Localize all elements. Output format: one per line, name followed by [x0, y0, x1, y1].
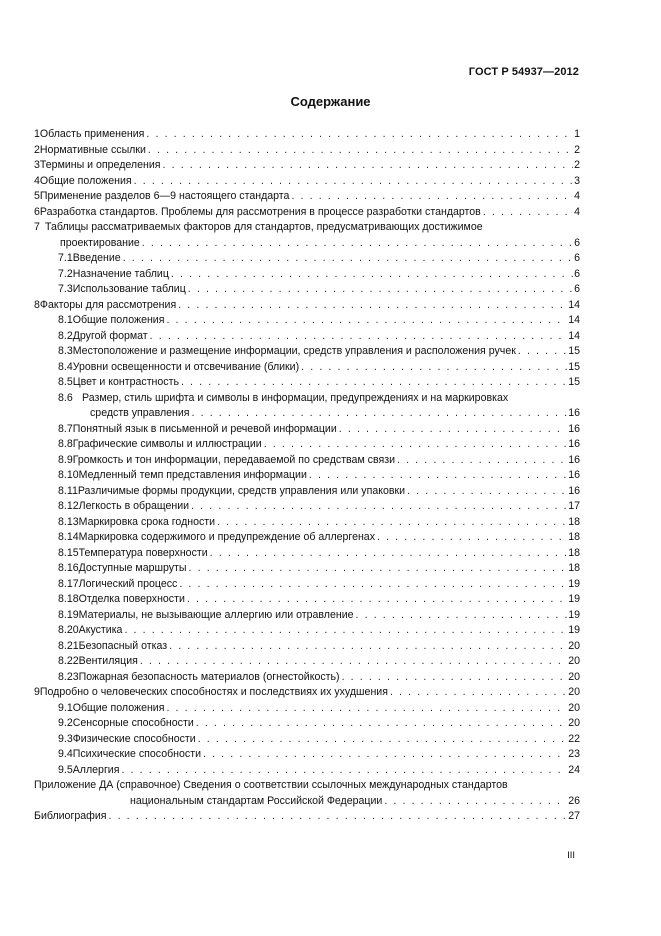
dot-leader — [140, 654, 567, 670]
dot-leader — [191, 499, 567, 515]
dot-leader — [166, 313, 567, 329]
toc-entry-number: 8.8 — [58, 438, 73, 450]
toc-entry-title: Разработка стандартов. Проблемы для рассмотрения в процессе разработки стандартов — [39, 205, 481, 218]
toc-entry-number: 8.1 — [58, 314, 73, 326]
dot-leader — [203, 747, 567, 763]
toc-entry-number: 8.12 — [58, 500, 79, 512]
toc-entry[interactable] — [0, 732, 661, 748]
toc-entry-title: Область применения — [39, 128, 145, 140]
toc-entry-number: 9.2 — [58, 717, 73, 729]
toc-entry-page: 27 — [568, 810, 580, 822]
toc-entry-number: 5 — [34, 190, 40, 202]
toc-entry[interactable] — [0, 515, 661, 531]
toc-entry-page: 23 — [568, 748, 580, 760]
toc-entry-title: Аллергия — [72, 763, 120, 776]
toc-entry-number: 8.19 — [58, 608, 79, 621]
dot-leader — [181, 375, 567, 391]
toc-entry[interactable] — [0, 158, 661, 174]
toc-entry-number: 9.4 — [58, 748, 73, 760]
toc-entry-title: Графические символы и иллюстрации — [72, 438, 262, 450]
toc-entry-continuation[interactable] — [0, 406, 661, 422]
toc-entry[interactable] — [0, 174, 661, 190]
toc-entry-number: 4 — [34, 174, 40, 187]
toc-entry-title: Температура поверхности — [78, 546, 208, 559]
dot-leader — [163, 158, 574, 174]
toc-entry-page: 16 — [568, 453, 580, 466]
dot-leader — [196, 716, 567, 732]
dot-leader — [210, 546, 568, 562]
toc-entry-title: Маркировка срока годности — [78, 515, 216, 528]
toc-entry-page: 22 — [568, 732, 580, 745]
dot-leader — [356, 608, 568, 624]
dot-leader — [169, 639, 567, 655]
dot-leader — [189, 561, 568, 577]
dot-leader — [483, 205, 573, 221]
toc-entry-title: Уровни освещенности и отсвечивание (блики) — [72, 360, 300, 373]
toc-entry-title: Вентиляция — [78, 655, 138, 667]
toc-entry-page: 19 — [568, 577, 580, 590]
toc-entry-page: 16 — [568, 469, 580, 481]
toc-entry-page: 19 — [568, 624, 580, 636]
toc-entry-page: 15 — [568, 360, 580, 373]
dot-leader — [217, 515, 567, 531]
dot-leader — [187, 592, 567, 608]
toc-entry-page: 3 — [574, 174, 580, 187]
dot-leader — [108, 809, 567, 825]
toc-entry-title: Общие положения — [72, 701, 165, 714]
toc-entry-title: Местоположение и размещение информации, средств управления и расположения ручек — [72, 345, 516, 357]
toc-entry-title: Легкость в обращении — [78, 500, 190, 512]
toc-entry-number: 8.17 — [58, 577, 79, 590]
toc-entry-number: 8.9 — [58, 453, 73, 466]
toc-entry[interactable] — [0, 701, 661, 717]
toc-entry-title: проектирование — [60, 236, 140, 249]
toc-entry-number: 8.7 — [58, 422, 73, 435]
toc-entry[interactable] — [0, 298, 661, 314]
dot-leader — [134, 174, 573, 190]
dot-leader — [384, 794, 567, 810]
toc-entry[interactable] — [0, 747, 661, 763]
dot-leader — [142, 236, 573, 252]
toc-entry-number: 3 — [34, 159, 40, 171]
toc-entry-number: 9.1 — [58, 701, 73, 714]
toc-entry-page: 6 — [574, 283, 580, 295]
toc-appendix-continuation[interactable] — [0, 794, 661, 810]
toc-entry-number: 6 — [34, 205, 40, 218]
toc-entry-number: 1 — [34, 128, 40, 140]
toc-entry-page: 26 — [568, 794, 580, 807]
toc-entry-title: Общие положения — [39, 174, 132, 187]
toc-entry-title: Другой формат — [72, 329, 148, 342]
toc-entry[interactable] — [0, 329, 661, 345]
toc-entry-title: Физические способности — [72, 732, 196, 745]
toc-bibliography[interactable] — [0, 809, 661, 825]
toc-entry-title: Медленный темп представления информации — [78, 469, 307, 481]
toc-entry-number: 8.22 — [58, 655, 79, 667]
toc-entry-page: 6 — [574, 236, 580, 249]
toc-entry-title: Назначение таблиц — [72, 267, 169, 280]
toc-entry-page: 15 — [568, 376, 580, 388]
toc-entry[interactable] — [0, 530, 661, 546]
toc-entry-page: 6 — [574, 252, 580, 264]
toc-entry-number: 8.14 — [58, 531, 79, 543]
toc-entry-page: 1 — [574, 128, 580, 140]
toc-entry-title: Таблицы рассматриваемых факторов для стандартов, предусматривающих достижимое — [45, 221, 483, 233]
dot-leader — [407, 484, 567, 500]
toc-entry-page: 20 — [568, 717, 580, 729]
toc-entry-page: 20 — [568, 686, 580, 698]
toc-entry-number: 7.1 — [58, 252, 73, 264]
dot-leader — [390, 685, 567, 701]
toc-entry-page: 17 — [568, 500, 580, 512]
toc-entry-page: 20 — [568, 670, 580, 683]
toc-entry-title: Размер, стиль шрифта и символы в информации, предупреждениях и на маркировках — [82, 391, 509, 404]
toc-entry-page: 20 — [568, 701, 580, 714]
toc-entry-title: Цвет и контрастность — [72, 376, 179, 388]
toc-entry-number: 8.16 — [58, 562, 79, 574]
toc-entry-title: Маркировка содержимого и предупреждение об аллергенах — [78, 531, 375, 543]
toc-entry[interactable] — [0, 267, 661, 283]
toc-entry-page: 16 — [568, 407, 580, 419]
toc-entry-title: Материалы, не вызывающие аллергию или отравление — [78, 608, 354, 621]
toc-entry[interactable] — [0, 716, 661, 732]
toc-entry-title: Библиография — [34, 810, 107, 822]
toc-entry[interactable] — [0, 484, 661, 500]
dot-leader — [192, 406, 568, 422]
toc-entry[interactable] — [0, 205, 661, 221]
toc-entry-title: Приложение ДА (справочное) Сведения о соответствии ссылочных международных стандартов — [34, 779, 508, 791]
toc-entry-title: Доступные маршруты — [78, 562, 187, 574]
dot-leader — [178, 298, 567, 314]
toc-entry-title: Различимые формы продукции, средств управления или упаковки — [77, 484, 406, 497]
toc-entry[interactable] — [0, 360, 661, 376]
toc-entry-title: Сенсорные способности — [72, 717, 194, 729]
toc-entry-number: 8.6 — [58, 391, 73, 404]
toc-entry-title: Психические способности — [72, 748, 201, 760]
toc-entry-title: Отделка поверхности — [78, 593, 185, 605]
toc-entry-page: 18 — [568, 546, 580, 559]
dot-leader — [339, 422, 567, 438]
dot-leader — [124, 623, 567, 639]
toc-entry-title: Нормативные ссылки — [39, 143, 146, 156]
toc-entry-page: 15 — [568, 345, 580, 357]
dot-leader — [146, 127, 573, 143]
toc-entry-title: Подробно о человеческих способностях и последствиях их ухудшения — [39, 686, 388, 698]
toc-entry-title: средств управления — [90, 407, 190, 419]
page-number: III — [567, 850, 575, 861]
toc-entry-number: 8 — [34, 298, 40, 311]
toc-entry-number: 7.3 — [58, 283, 73, 295]
toc-entry[interactable] — [0, 143, 661, 159]
toc-entry[interactable] — [0, 344, 661, 360]
toc-entry-continuation[interactable] — [0, 236, 661, 252]
toc-entry-number: 7 — [34, 221, 40, 233]
toc-entry[interactable] — [0, 127, 661, 143]
dot-leader — [309, 468, 567, 484]
toc-entry-title: Применение разделов 6—9 настоящего стандарта — [39, 190, 290, 202]
toc-entry-title: Использование таблиц — [72, 283, 186, 295]
toc-entry-title: Введение — [72, 252, 121, 264]
toc-entry[interactable] — [0, 639, 661, 655]
dot-leader — [166, 701, 567, 717]
dot-leader — [123, 251, 573, 267]
toc-entry-page: 18 — [568, 515, 580, 528]
toc-entry[interactable] — [0, 468, 661, 484]
toc-entry[interactable] — [0, 592, 661, 608]
toc-entry-number: 8.11 — [58, 484, 78, 497]
toc-entry-number: 9 — [34, 686, 40, 698]
toc-entry[interactable] — [0, 654, 661, 670]
toc-entry-title: Громкость и тон информации, передаваемой по средствам связи — [72, 453, 395, 466]
toc-entry-page: 4 — [574, 190, 580, 202]
toc-entry-page: 16 — [568, 422, 580, 435]
toc-entry[interactable] — [0, 282, 661, 298]
toc-entry-number: 9.5 — [58, 763, 73, 776]
toc-entry-page: 19 — [568, 593, 580, 605]
toc-entry-page: 20 — [568, 639, 580, 652]
toc-entry[interactable] — [0, 391, 661, 407]
toc-entry[interactable] — [0, 251, 661, 267]
toc-entry-number: 8.3 — [58, 345, 73, 357]
toc-entry-number: 9.3 — [58, 732, 73, 745]
toc-entry-page: 16 — [568, 484, 580, 497]
toc-title: Содержание — [290, 94, 371, 109]
toc-entry-page: 24 — [568, 763, 580, 776]
toc-entry-number: 8.18 — [58, 593, 79, 605]
toc-entry[interactable] — [0, 546, 661, 562]
dot-leader — [291, 189, 573, 205]
toc-appendix[interactable] — [0, 778, 661, 794]
dot-leader — [188, 282, 573, 298]
toc-entry[interactable] — [0, 623, 661, 639]
toc-entry-number: 8.10 — [58, 469, 79, 481]
document-code: ГОСТ Р 54937—2012 — [468, 66, 579, 78]
toc-entry-page: 4 — [574, 205, 580, 218]
toc-entry[interactable] — [0, 763, 661, 779]
toc-entry-number: 7.2 — [58, 267, 73, 280]
toc-entry-number: 8.23 — [58, 670, 79, 683]
toc-entry-page: 14 — [568, 329, 580, 342]
toc-entry-title: Факторы для рассмотрения — [39, 298, 177, 311]
toc-entry-title: национальным стандартам Российской Федерации — [130, 794, 383, 807]
toc-entry[interactable] — [0, 670, 661, 686]
dot-leader — [397, 453, 567, 469]
toc-entry-title: Понятный язык в письменной и речевой информации — [72, 422, 337, 435]
toc-entry-page: 18 — [568, 531, 580, 543]
toc-entry[interactable] — [0, 499, 661, 515]
toc-entry[interactable] — [0, 189, 661, 205]
toc-entry-page: 18 — [568, 562, 580, 574]
toc-entry[interactable] — [0, 313, 661, 329]
toc-entry-number: 8.21 — [58, 639, 79, 652]
dot-leader — [198, 732, 568, 748]
dot-leader — [342, 670, 568, 686]
toc-entry[interactable] — [0, 422, 661, 438]
toc-entry-page: 16 — [568, 438, 580, 450]
toc-entry-number: 8.13 — [58, 515, 79, 528]
toc-entry[interactable] — [0, 685, 661, 701]
dot-leader — [150, 329, 568, 345]
toc-entry-title: Акустика — [78, 624, 123, 636]
toc-entry-title: Безопасный отказ — [78, 639, 168, 652]
toc-entry-page: 14 — [568, 298, 580, 311]
toc-entry-page: 2 — [574, 143, 580, 156]
toc-entry-number: 8.4 — [58, 360, 73, 373]
toc-entry-title: Пожарная безопасность материалов (огнестойкость) — [78, 670, 340, 683]
table-of-contents — [0, 127, 661, 825]
toc-entry-page: 14 — [568, 314, 580, 326]
toc-entry-number: 8.5 — [58, 376, 73, 388]
toc-entry-number: 8.15 — [58, 546, 79, 559]
toc-entry-title: Общие положения — [72, 314, 165, 326]
toc-entry[interactable] — [0, 577, 661, 593]
toc-entry-page: 6 — [574, 267, 580, 280]
dot-leader — [171, 267, 573, 283]
dot-leader — [518, 344, 567, 360]
toc-entry-page: 2 — [574, 159, 580, 171]
toc-entry-number: 2 — [34, 143, 40, 156]
toc-entry-title: Термины и определения — [39, 159, 161, 171]
dot-leader — [264, 437, 567, 453]
dot-leader — [179, 577, 567, 593]
toc-entry-page: 20 — [568, 655, 580, 667]
toc-entry-number: 8.20 — [58, 624, 79, 636]
toc-entry[interactable] — [0, 608, 661, 624]
toc-entry-page: 19 — [568, 608, 580, 621]
toc-entry-title: Логический процесс — [78, 577, 178, 590]
dot-leader — [301, 360, 567, 376]
dot-leader — [148, 143, 573, 159]
toc-entry-number: 8.2 — [58, 329, 73, 342]
toc-entry[interactable] — [0, 437, 661, 453]
dot-leader — [121, 763, 567, 779]
toc-entry[interactable] — [0, 453, 661, 469]
toc-entry[interactable] — [0, 561, 661, 577]
toc-entry[interactable] — [0, 220, 661, 236]
toc-entry[interactable] — [0, 375, 661, 391]
dot-leader — [377, 530, 567, 546]
